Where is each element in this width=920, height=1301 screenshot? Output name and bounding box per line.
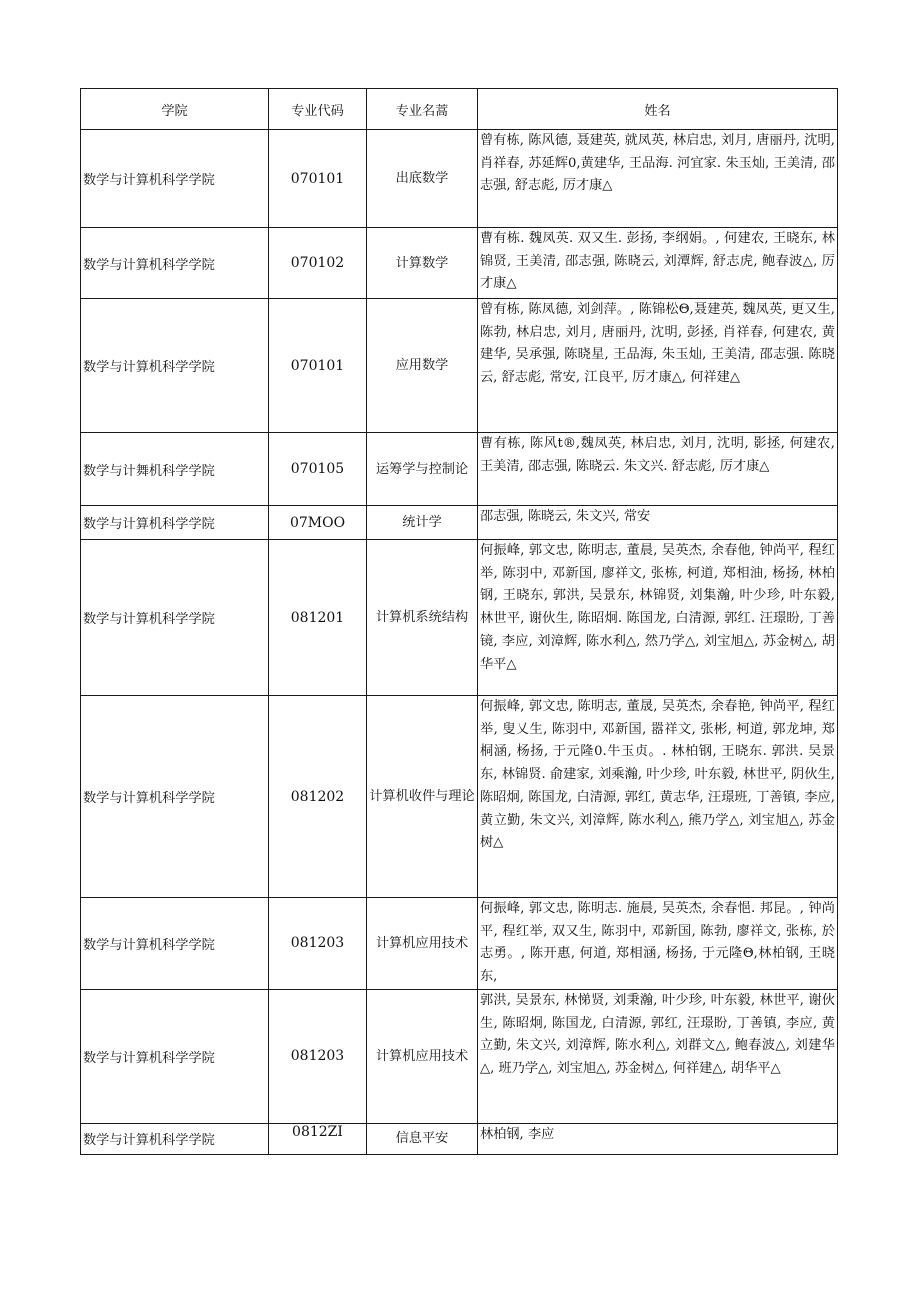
college-cell: 数学与计算机科学学院 — [81, 696, 269, 898]
code-cell: 070101 — [269, 299, 367, 433]
major-cell: 运筹学与控制论 — [367, 433, 478, 506]
college-cell: 数学与计算机科学学院 — [81, 898, 269, 990]
college-cell: 数学与计算机科学学院 — [81, 1123, 269, 1154]
college-cell: 数学与计舞机科学学院 — [81, 433, 269, 506]
header-major: 专业名蒿 — [367, 89, 478, 130]
names-cell: 郭洪, 吴景东, 林悌贤, 刘秉瀚, 叶少珍, 叶东毅, 林世平, 谢伙生, 陈昭炯, 陈国龙, 白清源, 郭红, 汪璟盼, 丁善镇, 李应, 黄立勤, 朱文兴, 刘漳辉, 陈水利△, 刘群文△, 鲍春波△, 刘建华△, 班乃学△, 刘宝旭△, 苏金树△, 何祥建△, 胡华平△ — [478, 989, 838, 1123]
major-cell: 计算机收件与理论 — [367, 696, 478, 898]
major-cell: 计算数学 — [367, 228, 478, 299]
college-cell: 数学与计算机科学学院 — [81, 506, 269, 540]
major-cell: 应用数学 — [367, 299, 478, 433]
college-cell: 数学与计算机科学学院 — [81, 228, 269, 299]
major-cell: 统计学 — [367, 506, 478, 540]
table-row — [81, 130, 838, 228]
names-cell: 曹有栋, 陈风t®,魏凤英, 林启忠, 刘月, 沈明, 影拯, 何建农, 王美清, 邵志强, 陈晓云. 朱文兴. 舒志彪, 厉才康△ — [478, 433, 838, 506]
college-cell: 数学与计算机科学学院 — [81, 299, 269, 433]
table-row — [81, 506, 838, 540]
code-cell: 070105 — [269, 433, 367, 506]
table-row — [81, 228, 838, 299]
table-row — [81, 989, 838, 1123]
table-row — [81, 696, 838, 898]
college-cell: 数学与计算机科学学院 — [81, 130, 269, 228]
code-cell: 081203 — [269, 898, 367, 990]
names-cell: 曹有栋. 魏凤英. 双又生. 彭扬, 李纲娟。, 何建农, 王晓东, 林锦贤, 王美清, 邵志强, 陈晓云, 刘潭辉, 舒志虎, 鲍春波△, 厉才康△ — [478, 228, 838, 299]
table-row — [81, 898, 838, 990]
names-cell: 邵志强, 陈晓云, 朱文兴, 常安 — [478, 506, 838, 540]
major-cell: 计算机系统结构 — [367, 540, 478, 696]
faculty-roster-table — [80, 88, 838, 1155]
header-college: 学院 — [81, 89, 269, 130]
names-cell: 何振峰, 郭文忠, 陈明志, 董晨, 吴英杰, 余春他, 钟尚平, 程红举, 陈羽中, 邓新国, 廖祥文, 张栋, 柯道, 郑相油, 杨扬, 林柏钢, 王晓东, 郭洪, 吴景东, 林锦贤, 刘集瀚, 叶少珍, 叶东毅, 林世平, 谢伙生, 陈昭炯. 陈国龙, 白清源, 郭红. 汪璟盼, 丁善镜, 李应, 刘漳辉, 陈水利△, 然乃学△, 刘宝旭△, 苏金树△, 胡华平△ — [478, 540, 838, 696]
code-cell: 081202 — [269, 696, 367, 898]
table-row — [81, 299, 838, 433]
names-cell: 曾有栋, 陈凤德, 刘剑萍。, 陈锦松Θ,聂建英, 魏凤英, 更又生, 陈勃, 林启忠, 刘月, 唐丽丹, 沈明, 彭拯, 肖祥春, 何建农, 黄建华, 吴承强, 陈晓星, 王品海, 朱玉灿, 王美清, 邵志强. 陈晓云, 舒志彪, 常安, 江良平, 厉才康△, 何祥建△ — [478, 299, 838, 433]
code-cell: 0812ZI — [269, 1123, 367, 1154]
names-cell: 何振峰, 郭文忠, 陈明志, 董晟, 吴英杰, 余春艳, 钟尚平, 程红举, 叟乂生, 陈羽中, 邓新国, 嚣祥文, 张彬, 柯道, 郭龙坤, 郑桐涵, 杨扬, 于元隆0.牛玉贞。. 林柏钢, 王晓东. 郭洪. 吴景东, 林锦贤. 俞建家, 刘乘瀚, 叶少珍, 叶东毅, 林世平, 阴伙生, 陈昭炯, 陈国龙, 白清源, 郭红, 黄志华, 汪璟班, 丁善镇, 李应, 黄立勤, 朱文兴, 刘漳辉, 陈水利△, 熊乃学△, 刘宝旭△, 苏金树△ — [478, 696, 838, 898]
table-row — [81, 1123, 838, 1154]
code-cell: 070101 — [269, 130, 367, 228]
major-cell: 计算机应用技术 — [367, 989, 478, 1123]
college-cell: 数学与计算机科学学院 — [81, 989, 269, 1123]
major-cell: 出底数学 — [367, 130, 478, 228]
table-row — [81, 433, 838, 506]
names-cell: 何振峰, 郭文忠, 陈明志. 施晨, 吴英杰, 余春悒. 邦昆。, 钟尚平, 程红举, 双又生, 陈羽中, 邓新国, 陈勃, 廖祥文, 张栋, 於志勇。, 陈开惠, 何道, 郑相涵, 杨扬, 于元隆Θ,林柏钢, 王晓东, — [478, 898, 838, 990]
code-cell: 081203 — [269, 989, 367, 1123]
table-row — [81, 540, 838, 696]
major-cell: 信息平安 — [367, 1123, 478, 1154]
code-cell: 081201 — [269, 540, 367, 696]
major-cell: 计算机应用技术 — [367, 898, 478, 990]
header-code: 专业代码 — [269, 89, 367, 130]
code-cell: 07MOO — [269, 506, 367, 540]
code-cell: 070102 — [269, 228, 367, 299]
names-cell: 林柏钢, 李应 — [478, 1123, 838, 1154]
header-names: 姓名 — [478, 89, 838, 130]
college-cell: 数学与计算机科学学院 — [81, 540, 269, 696]
names-cell: 曾有栋, 陈风德, 聂建英, 就凤英, 林启忠, 刘月, 唐丽丹, 沈明, 肖祥春, 苏延辉0,黄建华, 王品海. 河宜家. 朱玉灿, 王美清, 邵志强, 舒志彪, 厉才康△ — [478, 130, 838, 228]
table-header-row — [81, 89, 838, 130]
